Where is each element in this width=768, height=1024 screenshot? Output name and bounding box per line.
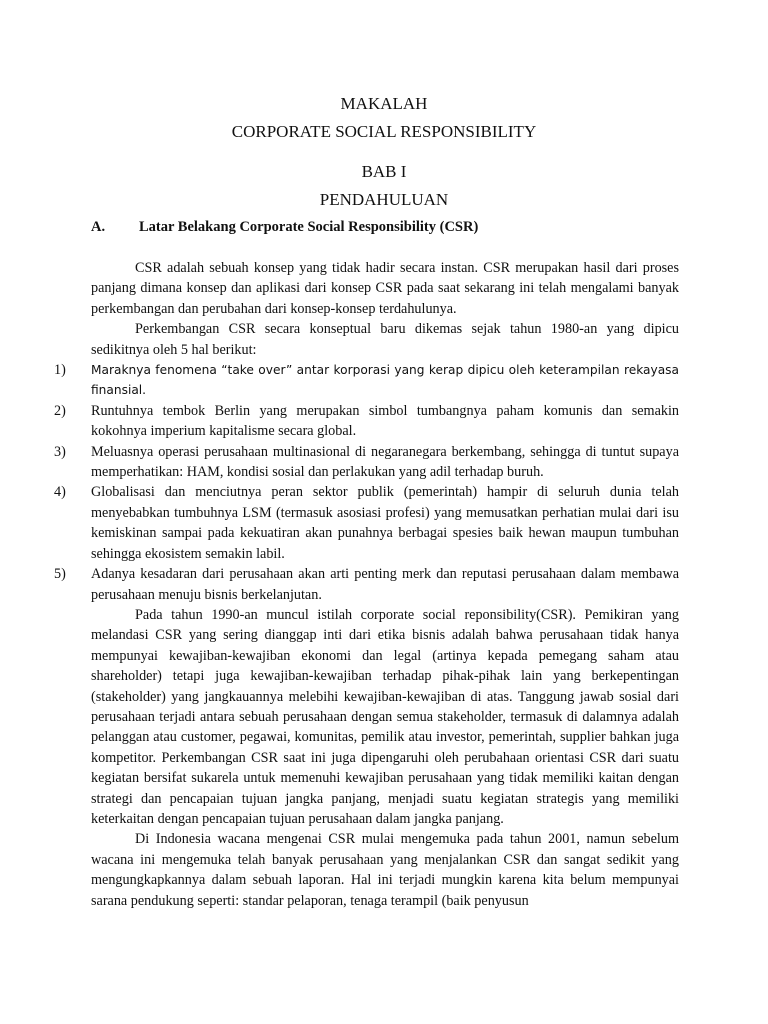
list-text: Maraknya fenomena “take over” antar korporasi yang kerap dipicu oleh keterampilan rekayasa finansial.: [91, 363, 679, 398]
list-number: 3): [54, 443, 66, 460]
list-item: [54, 442, 679, 483]
section-letter: A.: [91, 219, 106, 235]
list-number: 1): [54, 362, 66, 379]
list-number: 4): [54, 484, 66, 501]
list-number: 5): [54, 566, 66, 583]
list-text: Adanya kesadaran dari perusahaan akan arti penting merk dan reputasi perusahaan dalam membawa perusahaan menuju bisnis berkelanjutan.: [91, 566, 679, 603]
list-number: 2): [54, 402, 66, 419]
paragraph: Pada tahun 1990-an muncul istilah corporate social reponsibility(CSR). Pemikiran yang melandasi CSR yang sering dianggap inti dari etika bisnis adalah bahwa perusahaan tidak hanya mempunyai kewajiban-kewajiban ekonomi dan legal (artinya kepada pemegang saham atau shareholder) tetapi juga kewajiban-kewajiban terhadap pihak-pihak lain yang berkepentingan (stakeholder) yang jangkauannya melebihi kewajiban-kewajiban di atas. Tanggung jawab sosial dari perusahaan terjadi antara sebuah perusahaan dengan semua stakeholder, termasuk di dalamnya adalah pelanggan atau customer, pegawai, komunitas, pemilik atau investor, pemerintah, supplier bahkan juga kompetitor. Perkembangan CSR saat ini juga dipengaruhi oleh perubahaan orientasi CSR dari suatu kegiatan bersifat sukarela untuk memenuhi kewajiban perusahaan yang tidak memiliki kaitan dengan strategi dan pencapaian tujuan jangka panjang, menjadi suatu kegiatan strategis yang memiliki keterkaitan dengan pencapaian tujuan perusahaan dalam jangka panjang.: [91, 606, 679, 827]
list-item: [54, 482, 679, 564]
list-text: Runtuhnya tembok Berlin yang merupakan simbol tumbangnya paham komunis dan semakin kokohnya imperium kapitalisme secara global.: [91, 402, 679, 440]
doc-type-title: MAKALAH: [340, 94, 428, 113]
chapter-block: [0, 158, 768, 214]
list-text: Meluasnya operasi perusahaan multinasional di negaranegara berkembang, sehingga di tuntut supaya memperhatikan: HAM, kondisi sosial dan perlakukan yang adil terhadap buruh.: [91, 443, 679, 481]
list-item: [54, 401, 679, 442]
section-title: Latar Belakang Corporate Social Responsibility (CSR): [139, 219, 479, 235]
list-item: [54, 360, 679, 401]
paragraph: Di Indonesia wacana mengenai CSR mulai mengemuka pada tahun 2001, namun sebelum wacana ini mengemuka telah banyak perusahaan yang menjalankan CSR dan sangat sedikit yang mengungkapkannya dalam sebuah laporan. Hal ini terjadi mungkin karena kita belum mempunyai sarana pendukung seperti: standar pelaporan, tenaga terampil (baik penyusun: [91, 831, 679, 909]
chapter-title: PENDAHULUAN: [319, 190, 449, 209]
list-item: [54, 564, 679, 605]
title-block: [0, 90, 768, 146]
chapter-number: BAB I: [361, 162, 407, 181]
paragraph: Perkembangan CSR secara konseptual baru dikemas sejak tahun 1980-an yang dipicu sedikitnya oleh 5 hal berikut:: [91, 321, 679, 358]
body-text: [54, 258, 679, 911]
section-heading: [91, 219, 691, 236]
paragraph: CSR adalah sebuah konsep yang tidak hadir secara instan. CSR merupakan hasil dari proses panjang dimana konsep dan aplikasi dari konsep CSR pada saat sekarang ini telah mengalami banyak perkembangan dan perubahan dari konsep-konsep terdahulunya.: [91, 260, 679, 317]
doc-main-title: CORPORATE SOCIAL RESPONSIBILITY: [231, 122, 537, 141]
list-text: Globalisasi dan menciutnya peran sektor publik (pemerintah) hampir di seluruh dunia telah menyebabkan tumbuhnya LSM (termasuk asosiasi profesi) yang memusatkan perhatian mulai dari isu kemiskinan sampai pada kekuatiran akan punahnya berbagai spesies baik hewan maupun tumbuhan sehingga ekosistem semakin labil.: [91, 484, 679, 562]
